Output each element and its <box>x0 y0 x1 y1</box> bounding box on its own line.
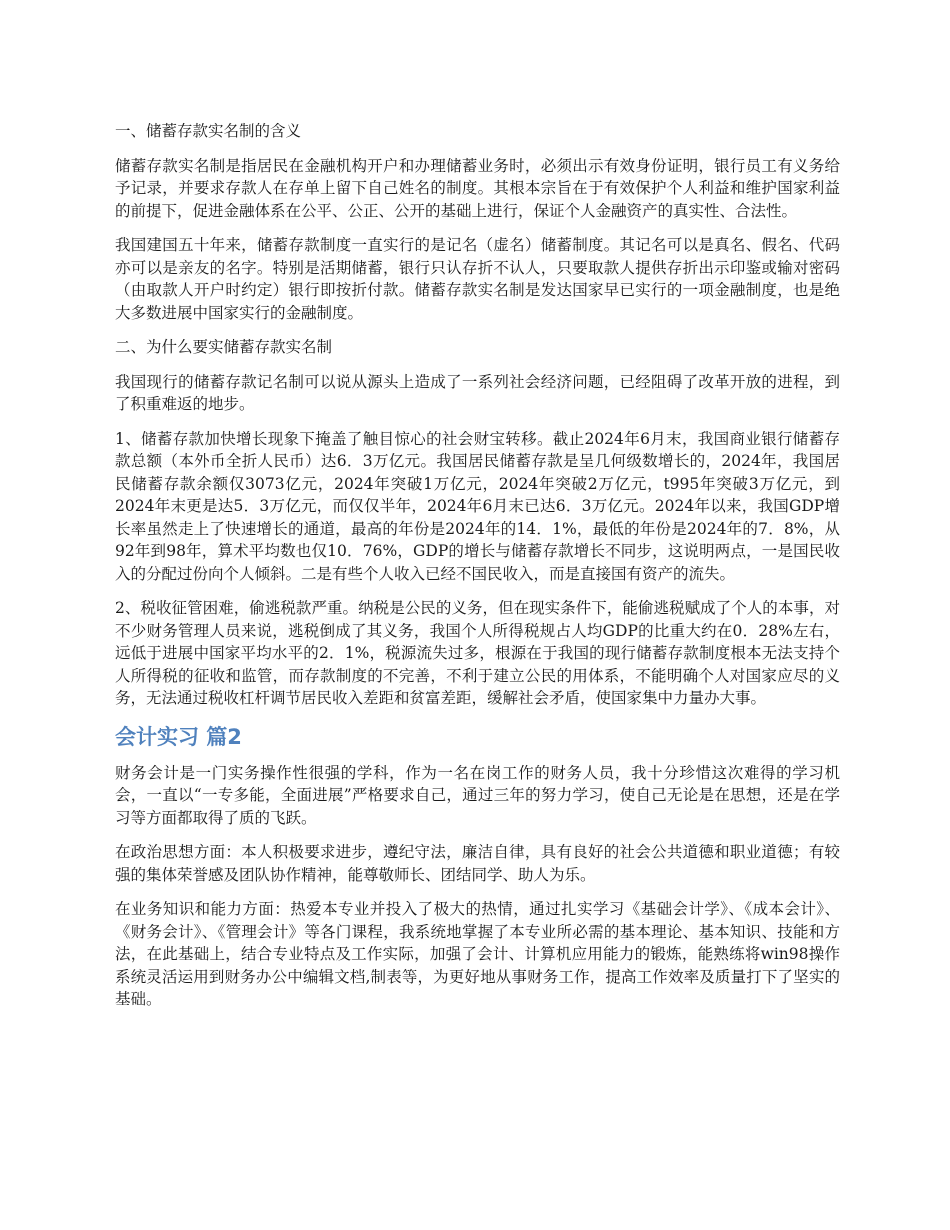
paragraph-definition: 储蓄存款实名制是指居民在金融机构开户和办理储蓄业务时，必须出示有效身份证明，银行员工有义务给予记录，并要求存款人在存单上留下自己姓名的制度。其根本宗旨在于有效保护个人利益和维护国家利益的前提下，促进金融体系在公平、公正、公开的基础上进行，保证个人金融资产的真实性、合法性。 <box>115 156 840 220</box>
document-page <box>115 120 840 1023</box>
paragraph-professional: 在业务知识和能力方面：热爱本专业并投入了极大的热情，通过扎实学习《基础会计学》、《成本会计》、《财务会计》、《管理会计》等各门课程，我系统地掌握了本专业所必需的基本理论、基本知识、技能和方法，在此基础上，结合专业特点及工作实际，加强了会计、计算机应用能力的锻炼，能熟练将win98操作系统灵活运用到财务办公中编辑文档,制表等，为更好地从事财务工作，提高工作效率及质量打下了坚实的基础。 <box>115 900 840 1008</box>
paragraph-history: 我国建国五十年来，储蓄存款制度一直实行的是记名（虚名）储蓄制度。其记名可以是真名、假名、代码亦可以是亲友的名字。特别是活期储蓄，银行只认存折不认人，只要取款人提供存折出示印鉴或输对密码（由取款人开户时约定）银行即按折付款。储蓄存款实名制是发达国家早已实行的一项金融制度，也是绝大多数进展中国家实行的金融制度。 <box>115 236 840 322</box>
paragraph-point-1: 1、储蓄存款加快增长现象下掩盖了触目惊心的社会财宝转移。截止2024年6月末，我国商业银行储蓄存款总额（本外币全折人民币）达6．3万亿元。我国居民储蓄存款是呈几何级数增长的，2024年，我国居民储蓄存款余额仅3073亿元，2024年突破1万亿元，2024年突破2万亿元，t995年突破3万亿元，到2024年末更是达5．3万亿元，而仅仅半年，2024年6月末已达6．3万亿元。2024年以来，我国GDP增长率虽然走上了快速增长的通道，最高的年份是2024年的14．1%，最低的年份是2024年的7．8%，从92年到98年，算术平均数也仅10．76%，GDP的增长与储蓄存款增长不同步，这说明两点，一是国民收入的分配过份向个人倾斜。二是有些个人收入已经不国民收入，而是直接国有资产的流失。 <box>115 429 840 583</box>
section-title: 会计实习 篇2 <box>115 724 242 749</box>
paragraph-political: 在政治思想方面：本人积极要求进步，遵纪守法，廉洁自律，具有良好的社会公共道德和职业道德；有较强的集体荣誉感及团队协作精神，能尊敬师长、团结同学、助人为乐。 <box>115 843 840 884</box>
paragraph-problems-intro: 我国现行的储蓄存款记名制可以说从源头上造成了一系列社会经济问题，已经阻碍了改革开放的进程，到了积重难返的地步。 <box>115 372 840 413</box>
heading-why-real-name: 二、为什么要实储蓄存款实名制 <box>115 338 333 356</box>
paragraph-point-2: 2、税收征管困难，偷逃税款严重。纳税是公民的义务，但在现实条件下，能偷逃税赋成了个人的本事，对不少财务管理人员来说，逃税倒成了其义务，我国个人所得税规占人均GDP的比重大约在0．28%左右，远低于进展中国家平均水平的2．1%，税源流失过多，根源在于我国的现行储蓄存款制度根本无法支持个人所得税的征收和监管，而存款制度的不完善，不利于建立公民的用体系，不能明确个人对国家应尽的义务，无法通过税收杠杆调节居民收入差距和贫富差距，缓解社会矛盾，使国家集中力量办大事。 <box>115 599 840 707</box>
heading-real-name-meaning: 一、储蓄存款实名制的含义 <box>115 122 302 140</box>
paragraph-intro-accounting: 财务会计是一门实务操作性很强的学科，作为一名在岗工作的财务人员，我十分珍惜这次难得的学习机会，一直以“一专多能，全面进展”严格要求自己，通过三年的努力学习，使自己无论是在思想，还是在学习等方面都取得了质的飞跃。 <box>115 763 840 827</box>
